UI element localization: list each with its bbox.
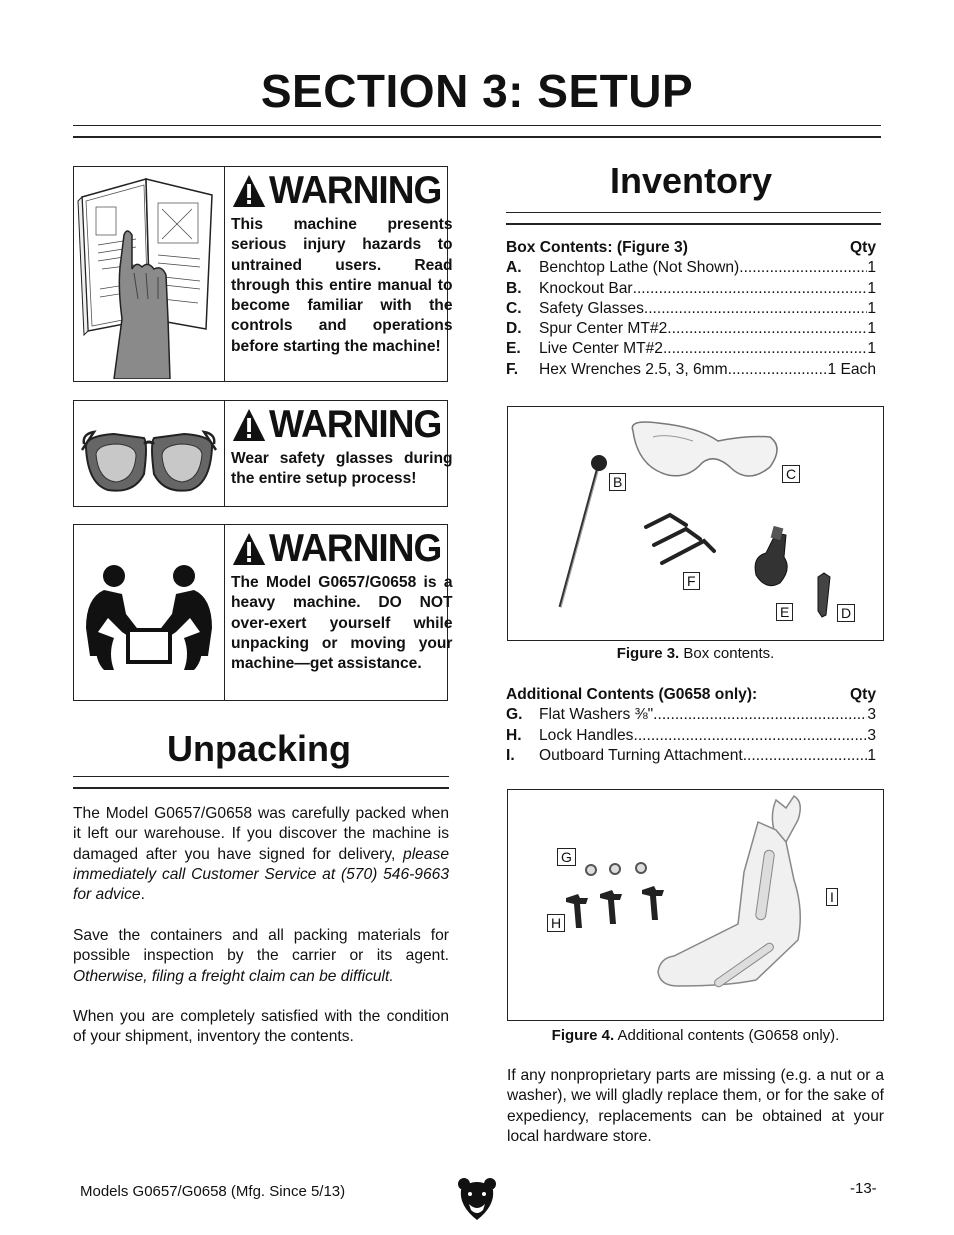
title-rule-top xyxy=(73,125,881,126)
grizzly-bear-logo-icon xyxy=(457,1176,497,1222)
unpacking-rule-top xyxy=(73,776,449,777)
warning-triangle-icon xyxy=(231,407,267,443)
list-item: D. Spur Center MT#2 ..... 1 xyxy=(506,319,876,339)
tag-g: G xyxy=(557,848,576,866)
box-contents-illustration xyxy=(508,407,884,641)
manual-reading-illustration xyxy=(74,167,225,381)
list-item: H. Lock Handles ..... 3 xyxy=(506,726,876,746)
figure-4-caption: Figure 4. Additional contents (G0658 only). xyxy=(551,1027,840,1044)
warning-heading: WARNING xyxy=(231,529,441,569)
tag-i: I xyxy=(826,888,838,906)
inventory-rule-bottom xyxy=(506,223,881,225)
title-rule-bottom xyxy=(73,136,881,138)
safety-glasses-illustration xyxy=(74,401,225,506)
list-item: G. Flat Washers ⅜" ..... 3 xyxy=(506,705,876,725)
figure-4-additional-contents xyxy=(507,789,884,1021)
inventory-title: Inventory xyxy=(610,160,773,201)
tag-d: D xyxy=(837,604,855,622)
list-item: E. Live Center MT#2 ..... 1 xyxy=(506,339,876,359)
unpacking-rule-bottom xyxy=(73,787,449,789)
tag-f: F xyxy=(683,572,700,590)
box-contents-list xyxy=(506,238,876,380)
list-item: B. Knockout Bar ..... 1 xyxy=(506,279,876,299)
list-item: A. Benchtop Lathe (Not Shown) ..... 1 xyxy=(506,258,876,278)
tag-e: E xyxy=(776,603,793,621)
unpacking-paragraph-3: When you are completely satisfied with the condition of your shipment, inventory the contents. xyxy=(73,1008,449,1046)
unpacking-title: Unpacking xyxy=(167,728,352,769)
footer-models: Models G0657/G0658 (Mfg. Since 5/13) xyxy=(80,1183,346,1200)
footer-page-number: -13- xyxy=(850,1180,877,1197)
tag-c: C xyxy=(782,465,800,483)
warning-triangle-icon xyxy=(231,173,267,209)
missing-parts-paragraph: If any nonproprietary parts are missing (e.g. a nut or a washer), we will gladly replace them, or for the sake of expediency, replacements can be obtained at your local hardware store. xyxy=(507,1067,884,1145)
warning-text: Wear safety glasses during the entire setup process! xyxy=(231,450,453,488)
figure-3-caption: Figure 3. Box contents. xyxy=(616,645,775,662)
tag-b: B xyxy=(609,473,626,491)
unpacking-paragraph-1: The Model G0657/G0658 was carefully packed when it left our warehouse. If you discover the machine is damaged after you have signed for delivery, please immediately call Customer Service at (570) 546-9663 for advice. xyxy=(73,805,449,904)
list-item: I. Outboard Turning Attachment ..... 1 xyxy=(506,746,876,766)
list-item: F. Hex Wrenches 2.5, 3, 6mm ..... 1 Each xyxy=(506,360,876,380)
box-contents-heading: Box Contents: (Figure 3) Qty xyxy=(506,239,876,256)
section-title: SECTION 3: SETUP xyxy=(260,65,694,117)
list-item: C. Safety Glasses ..... 1 xyxy=(506,299,876,319)
warning-box-manual xyxy=(73,166,453,382)
warning-triangle-icon xyxy=(231,531,267,567)
two-person-lift-illustration xyxy=(74,525,225,700)
warning-box-glasses xyxy=(73,400,453,507)
warning-box-heavy xyxy=(73,524,453,701)
warning-text: The Model G0657/G0658 is a heavy machine. DO NOT over-exert yourself while unpacking or moving your machine—get assistance. xyxy=(231,574,453,673)
warning-heading: WARNING xyxy=(231,171,441,211)
warning-heading: WARNING xyxy=(231,405,441,445)
unpacking-paragraph-2: Save the containers and all packing materials for possible inspection by the carrier or its agent. Otherwise, filing a freight claim can be difficult. xyxy=(73,927,449,985)
inventory-rule-top xyxy=(506,212,881,213)
warning-text: This machine presents serious injury hazards to untrained users. Read through this entire manual to become familiar with the controls and operations before starting the machine! xyxy=(231,216,453,355)
additional-contents-list xyxy=(506,685,876,766)
tag-h: H xyxy=(547,914,565,932)
figure-3-box-contents xyxy=(507,406,884,641)
additional-contents-heading: Additional Contents (G0658 only): Qty xyxy=(506,686,876,703)
